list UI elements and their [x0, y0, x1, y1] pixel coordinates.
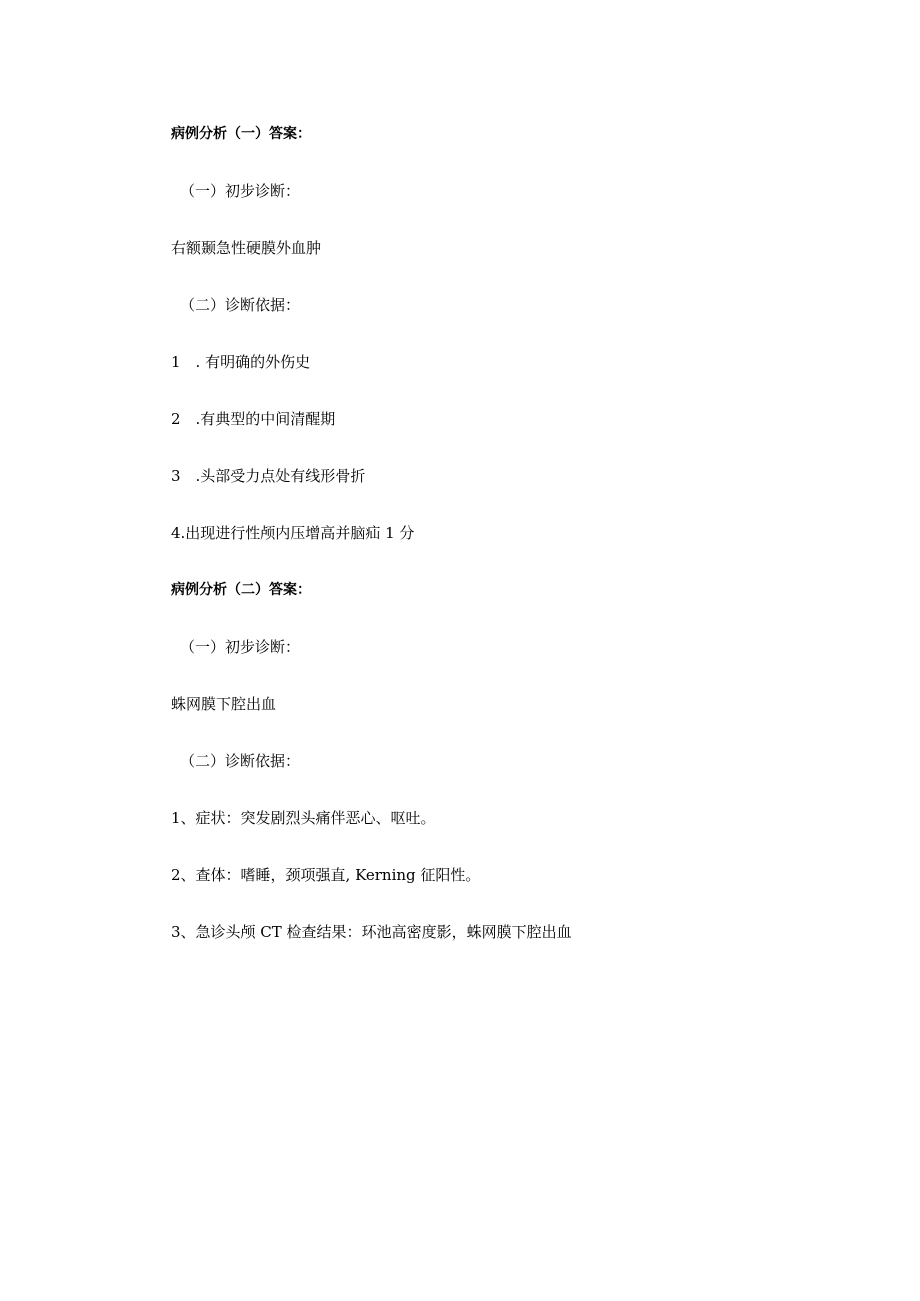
case2-basis-item: 2、查体：嗜睡，颈项强直, Kerning 征阳性。 — [171, 866, 481, 884]
case1-diagnosis-label: （一）初步诊断： — [180, 182, 301, 200]
case2-heading: 病例分析（二）答案： — [171, 582, 311, 598]
case1-basis-item: 3 .头部受力点处有线形骨折 — [171, 467, 366, 485]
case1-basis-label: （二）诊断依据： — [180, 296, 301, 314]
case1-basis-item: 1 . 有明确的外伤史 — [171, 353, 311, 371]
case1-basis-item: 2 .有典型的中间清醒期 — [171, 410, 336, 428]
case1-heading: 病例分析（一）答案： — [171, 126, 311, 142]
case2-basis-label: （二）诊断依据： — [180, 752, 301, 770]
case2-diagnosis-label: （一）初步诊断： — [180, 638, 301, 656]
case2-diagnosis: 蛛网膜下腔出血 — [171, 695, 277, 713]
case2-basis-item: 3、急诊头颅 CT 检查结果：环池高密度影，蛛网膜下腔出血 — [171, 923, 572, 941]
case1-diagnosis: 右额颞急性硬膜外血肿 — [171, 239, 322, 257]
case1-basis-item: 4.出现进行性颅内压增高并脑疝 1 分 — [171, 524, 415, 542]
case2-basis-item: 1、症状：突发剧烈头痛伴恶心、呕吐。 — [171, 809, 436, 827]
